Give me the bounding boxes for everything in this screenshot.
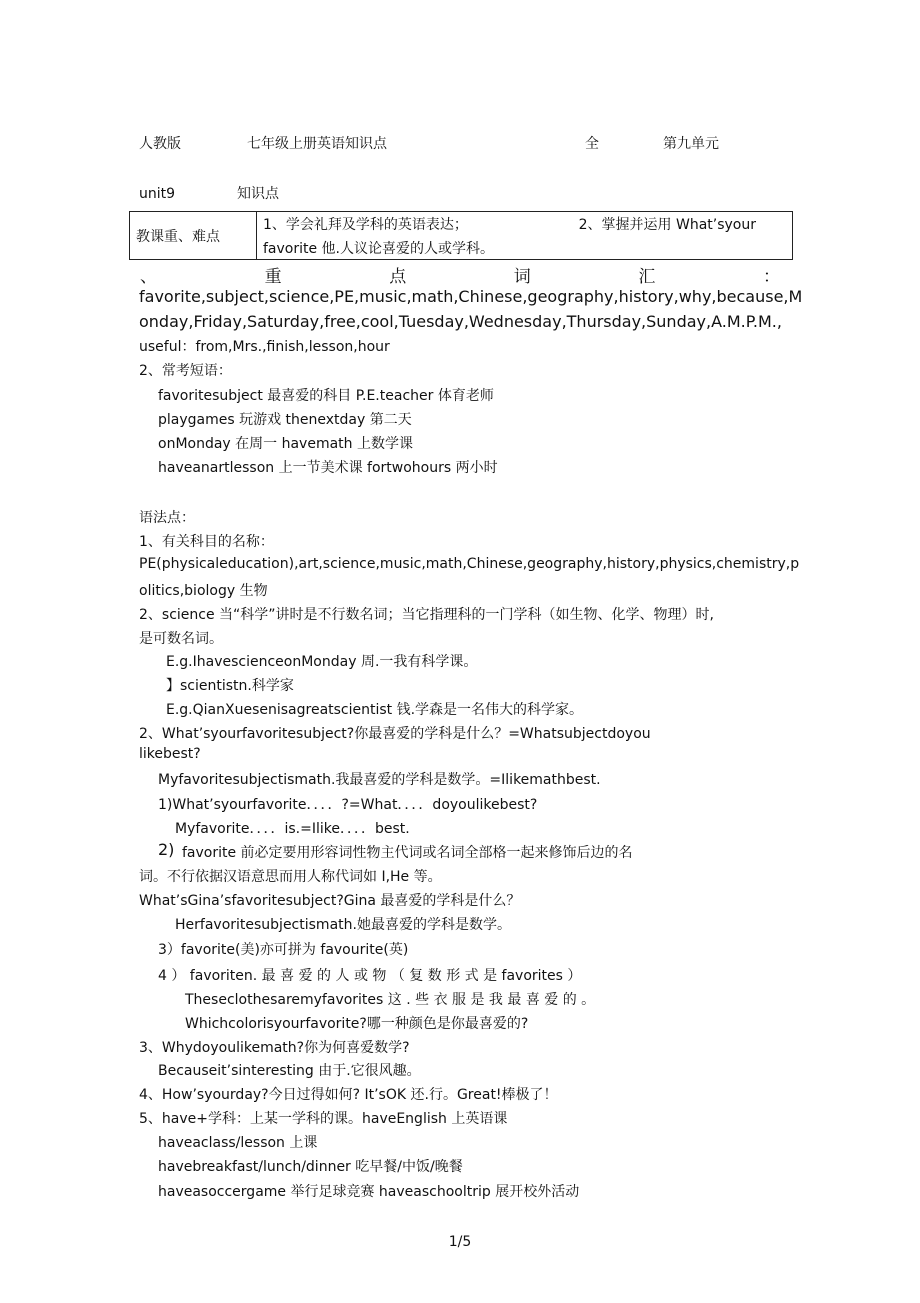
publisher: 人教版 [139, 136, 181, 152]
vocab-heading-char: ： [762, 267, 780, 287]
full-label: 全 [585, 136, 599, 152]
grammar-line: 2、science 当“科学”讲时是不行数名词；当它指理科的一门学科（如生物、化学、物理）时, [139, 607, 714, 623]
grammar-line: 5、have+学科：上某一学科的课。haveEnglish 上英语课 [139, 1111, 508, 1127]
grammar-line: 是可数名词。 [139, 631, 223, 647]
grammar-line: Myfavorite．．．．is.=Ilike．．．．best. [175, 821, 410, 837]
knowledge-label: 知识点 [237, 186, 279, 202]
grammar-line: PE(physicaleducation),art,science,music,math,Chinese,geography,history,physics,chemistry,p [139, 556, 800, 572]
phrase-item: favoritesubject 最喜爱的科目 P.E.teacher 体育老师 [158, 388, 494, 404]
grammar-line: 】scientistn.科学家 [166, 678, 294, 694]
key-point-2: 2、掌握并运用 What’syour [578, 216, 756, 233]
grammar-line: E.g.IhavescienceonMonday 周.一我有科学课。 [166, 654, 478, 670]
grammar-line: 1、有关科目的名称： [139, 534, 274, 550]
unit-code: unit9 [139, 186, 176, 202]
vocab-line: useful：from,Mrs.,finish,lesson,hour [139, 339, 390, 355]
grammar-line: olitics,biology 生物 [139, 583, 268, 599]
key-points-content [257, 212, 793, 260]
vocab-line: favorite,subject,science,PE,music,math,Chinese,geography,history,why,because,M [139, 287, 803, 306]
grammar-line: 词。不行依据汉语意思而用人称代词如 I,He 等。 [139, 869, 442, 885]
page-number: 1/5 [448, 1234, 472, 1250]
vocab-heading [140, 262, 780, 287]
grammar-line: 4、How’syourday?今日过得如何? It’sOK 还.行。Great!棒极了！ [139, 1087, 558, 1103]
grammar-line: 3）favorite(美)亦可拼为 favourite(英) [158, 942, 409, 958]
phrase-item: onMonday 在周一 havemath 上数学课 [158, 436, 413, 452]
grammar-line: 4 ） favoriten. 最 喜 爱 的 人 或 物 （ 复 数 形 式 是 favorites ） [158, 968, 582, 984]
grammar-heading: 语法点： [139, 510, 195, 526]
grammar-line: 1)What’syourfavorite．．．．?=What．．．．doyoulikebest? [158, 797, 538, 813]
grammar-line: 2) [158, 840, 175, 859]
grammar-line: E.g.QianXuesenisagreatscientist 钱.学森是一名伟大的科学家。 [166, 702, 584, 718]
vocab-heading-char: 点 [389, 267, 407, 287]
grammar-line: Becauseit’sinteresting 由于.它很风趣。 [158, 1063, 421, 1079]
vocab-line: onday,Friday,Saturday,free,cool,Tuesday,Wednesday,Thursday,Sunday,A.M.P.M., [139, 312, 782, 331]
grammar-line: havebreakfast/lunch/dinner 吃早餐/中饭/晚餐 [158, 1159, 463, 1175]
grammar-line: favorite 前必定要用形容词性物主代词或名词全部格一起来修饰后边的名 [182, 845, 633, 861]
grammar-line: haveasoccergame 举行足球竞赛 haveaschooltrip 展开校外活动 [158, 1184, 580, 1200]
vocab-heading-char: 汇 [638, 267, 656, 287]
vocab-heading-char: 重 [264, 267, 282, 287]
grammar-line: Whichcolorisyourfavorite?哪一种颜色是你最喜爱的? [185, 1016, 529, 1032]
grammar-line: haveaclass/lesson 上课 [158, 1135, 318, 1151]
key-points-table [129, 211, 793, 260]
phrases-heading: 2、常考短语： [139, 363, 232, 379]
doc-title: 七年级上册英语知识点 [247, 136, 387, 152]
phrase-item: playgames 玩游戏 thenextday 第二天 [158, 412, 412, 428]
grammar-line: Myfavoritesubjectismath.我最喜爱的学科是数学。=Ilikemathbest. [158, 772, 601, 788]
grammar-line: Herfavoritesubjectismath.她最喜爱的学科是数学。 [175, 917, 511, 933]
key-point-2-cont: favorite 他.人议论喜爱的人或学科。 [263, 240, 495, 257]
grammar-line: 2、What’syourfavoritesubject?你最喜爱的学科是什么？=Whatsubjectdoyou [139, 726, 651, 742]
grammar-line: likebest? [139, 746, 201, 762]
grammar-line: Theseclothesaremyfavorites 这 . 些 衣 服 是 我 最 喜 爱 的 。 [185, 992, 596, 1008]
vocab-heading-char: 、 [140, 267, 157, 287]
unit-label: 第九单元 [663, 136, 719, 152]
vocab-heading-char: 词 [513, 267, 531, 287]
grammar-line: What’sGina’sfavoritesubject?Gina 最喜爱的学科是什么？ [139, 893, 521, 909]
phrase-item: haveanartlesson 上一节美术课 fortwohours 两小时 [158, 460, 498, 476]
key-point-1: 1、学会礼拜及学科的英语表达； [263, 216, 468, 233]
grammar-line: 3、Whydoyoulikemath?你为何喜爱数学? [139, 1040, 410, 1056]
key-points-label: 教课重、难点 [130, 212, 257, 260]
